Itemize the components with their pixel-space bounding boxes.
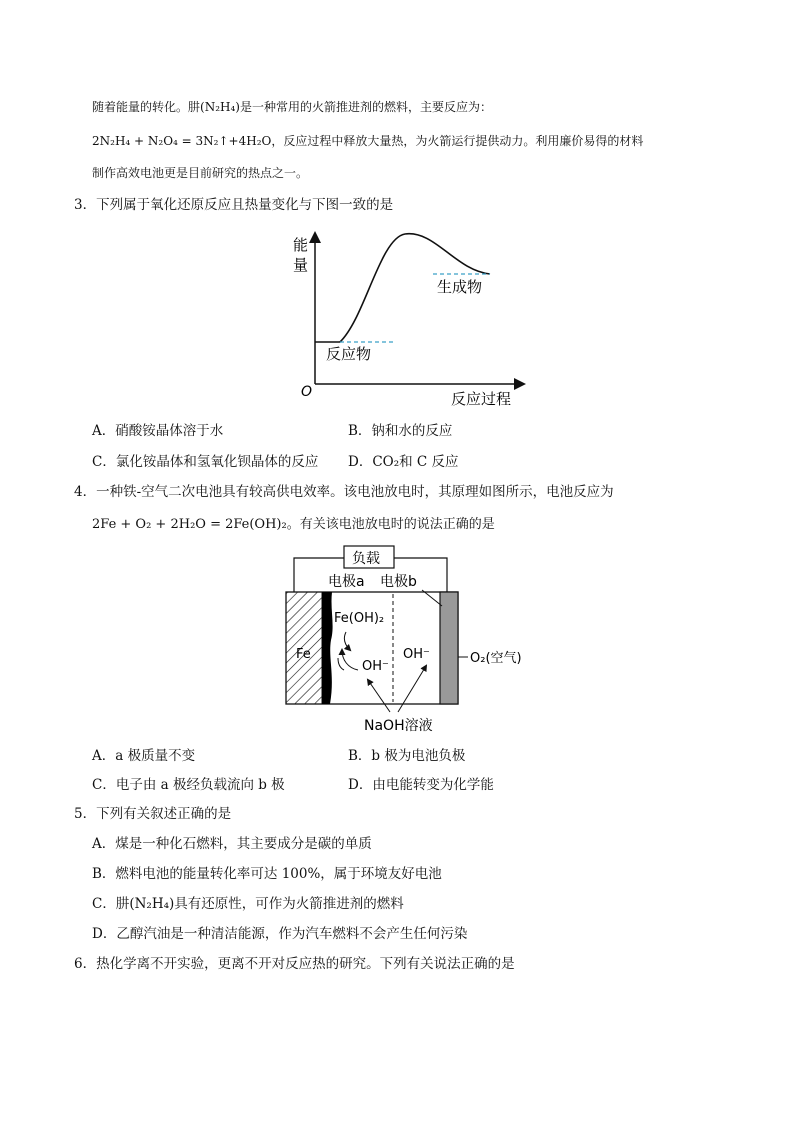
q4-equation-line: [92, 513, 495, 532]
intro-line-3: [92, 164, 308, 181]
co2-formula: CO₂: [372, 454, 400, 470]
load-label: 负载: [352, 551, 380, 567]
battery-diagram: [280, 540, 550, 740]
naoh-label: NaOH溶液: [364, 718, 433, 734]
q5-stem: 5．下列有关叙述正确的是: [74, 806, 232, 822]
q5-option-c[interactable]: [92, 892, 404, 912]
hydrazine-formula: (N₂H₄): [129, 896, 175, 912]
q4-stem-post: 。有关该电池放电时的说法正确的是: [286, 517, 495, 532]
intro-text: ，反应过程中释放大量热，为火箭运行提供动力。利用廉价易得的材料: [271, 134, 644, 148]
electrode-a-label: 电极a: [328, 574, 365, 590]
q4-option-c[interactable]: C．电子由 a 极经负载流向 b 极: [92, 777, 285, 793]
q3-option-a[interactable]: A．硝酸铵晶体溶于水: [92, 423, 224, 439]
intro-text: 随着能量的转化。肼: [92, 100, 201, 114]
reaction-equation: 2N₂H₄ + N₂O₄ = 3N₂↑+4H₂O: [92, 134, 272, 148]
option-text: 具有还原性，可作为火箭推进剂的燃料: [174, 896, 404, 912]
option-prefix: D．: [348, 454, 373, 470]
option-text: 和 C 反应: [399, 454, 459, 470]
q4-stem: 4．一种铁-空气二次电池具有较高供电效率。该电池放电时，其原理如图所示，电池反应为: [74, 484, 614, 500]
intro-text: 制作高效电池更是目前研究的热点之一。: [92, 166, 309, 180]
q3-option-d[interactable]: [348, 450, 459, 470]
reactant-label: 反应物: [326, 345, 372, 363]
q5-option-b[interactable]: B．燃料电池的能量转化率可达 100%，属于环境友好电池: [92, 866, 442, 882]
origin-label: O: [301, 384, 313, 400]
x-label: 反应过程: [451, 390, 512, 408]
q3-option-c[interactable]: C．氯化铵晶体和氢氧化钡晶体的反应: [92, 454, 319, 470]
electrode-b-label: 电极b: [380, 574, 417, 590]
q3-stem: 3．下列属于氧化还原反应且热量变化与下图一致的是: [74, 197, 394, 213]
energy-diagram: [285, 228, 535, 410]
q4-option-d[interactable]: D．由电能转变为化学能: [348, 777, 494, 793]
electrode-b: [440, 592, 458, 704]
q6-stem: 6．热化学离不开实验，更离不开对反应热的研究。下列有关说法正确的是: [74, 956, 515, 972]
o2-air-label: O₂(空气): [470, 651, 522, 666]
q4-option-b[interactable]: B．b 极为电池负极: [348, 748, 466, 764]
q5-option-a[interactable]: A．煤是一种化石燃料，其主要成分是碳的单质: [92, 836, 372, 852]
q5-option-d[interactable]: D．乙醇汽油是一种清洁能源，作为汽车燃料不会产生任何污染: [92, 926, 468, 942]
fe-oh2-label: Fe(OH)₂: [334, 611, 385, 626]
fe-label: Fe: [296, 647, 311, 662]
intro-text: 是一种常用的火箭推进剂的燃料，主要反应为：: [239, 100, 492, 114]
oh-right-label: OH⁻: [403, 647, 430, 662]
battery-equation: 2Fe + O₂ + 2H₂O = 2Fe(OH)₂: [92, 517, 287, 532]
intro-line-1: [92, 98, 492, 115]
intro-line-2: [92, 132, 643, 149]
option-prefix: C．肼: [92, 896, 130, 912]
q4-option-a[interactable]: A．a 极质量不变: [92, 748, 196, 764]
y-label-2: 量: [293, 256, 309, 274]
y-label-1: 能: [293, 236, 309, 254]
hydrazine-formula: (N₂H₄): [200, 100, 240, 114]
q3-option-b[interactable]: B．钠和水的反应: [348, 423, 453, 439]
product-label: 生成物: [437, 278, 483, 296]
oh-left-label: OH⁻: [362, 659, 389, 674]
